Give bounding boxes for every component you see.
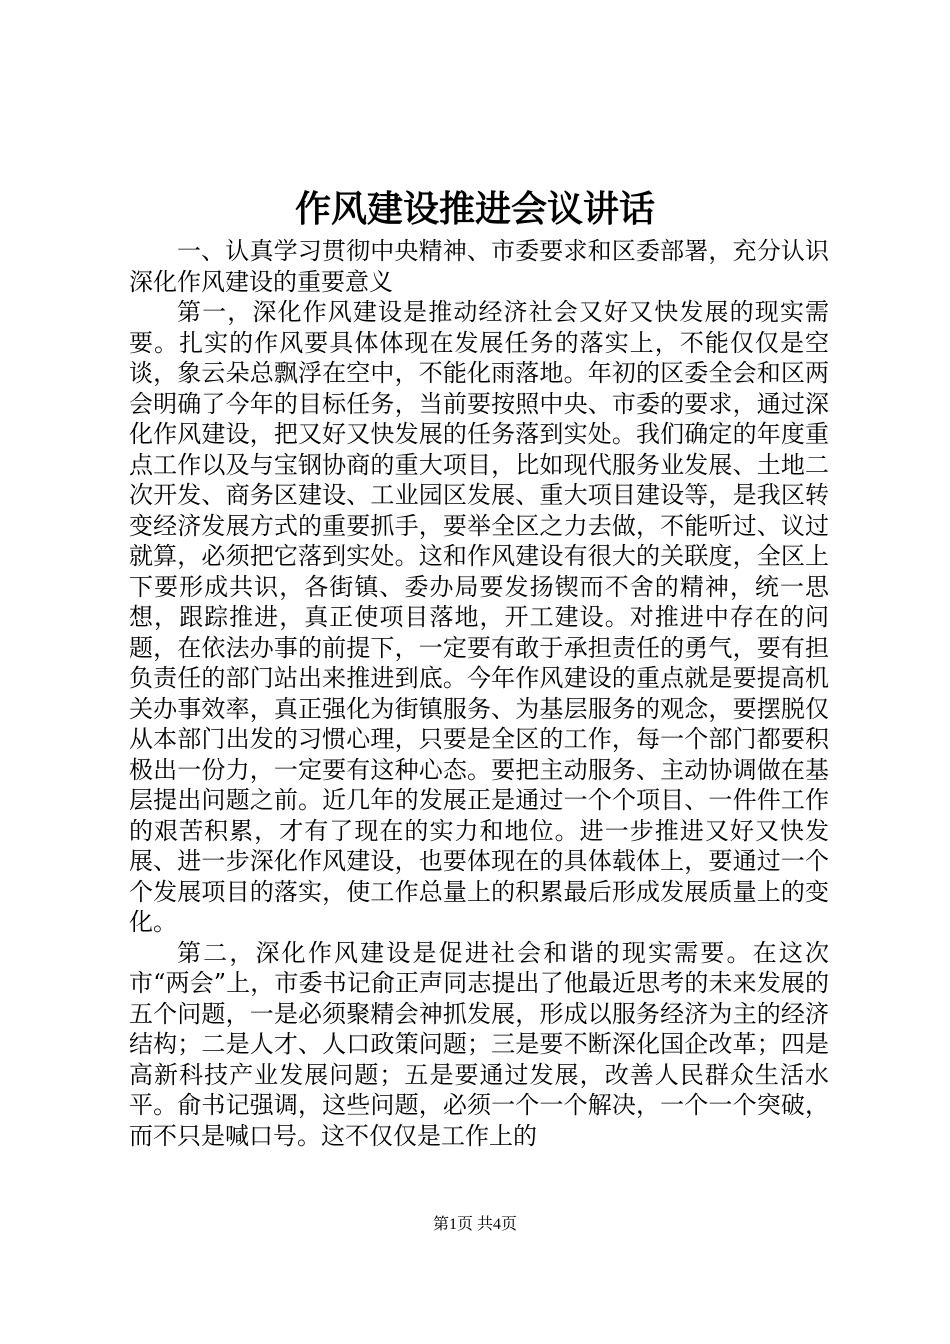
paragraph-section-heading: 一、认真学习贯彻中央精神、市委要求和区委部署，充分认识深化作风建设的重要意义	[129, 237, 829, 296]
document-body	[129, 236, 829, 1151]
paragraph-first-point: 第一，深化作风建设是推动经济社会又好又快发展的现实需要。扎实的作风要具体体现在发展任务的落实上，不能仅仅是空谈，象云朵总飘浮在空中，不能化雨落地。年初的区委全会和区两会明确了今年的目标任务，当前要按照中央、市委的要求，通过深化作风建设，把又好又快发展的任务落到实处。我们确定的年度重点工作以及与宝钢协商的重大项目，比如现代服务业发展、土地二次开发、商务区建设、工业园区发展、重大项目建设等，是我区转变经济发展方式的重要抓手，要举全区之力去做，不能听过、议过就算，必须把它落到实处。这和作风建设有很大的关联度，全区上下要形成共识，各街镇、委办局要发扬锲而不舍的精神，统一思想，跟踪推进，真正使项目落地，开工建设。对推进中存在的问题，在依法办事的前提下，一定要有敢于承担责任的勇气，要有担负责任的部门站出来推进到底。今年作风建设的重点就是要提高机关办事效率，真正强化为街镇服务、为基层服务的观念，要摆脱仅从本部门出发的习惯心理，只要是全区的工作，每一个部门都要积极出一份力，一定要有这种心态。要把主动服务、主动协调做在基层提出问题之前。近几年的发展正是通过一个个项目、一件件工作的艰苦积累，才有了现在的实力和地位。进一步推进又好又快发展、进一步深化作风建设，也要体现在的具体载体上，要通过一个个发展项目的落实，使工作总量上的积累最后形成发展质量上的变化。	[129, 298, 829, 936]
paragraph-second-point: 第二，深化作风建设是促进社会和谐的现实需要。在这次市“两会”上，市委书记俞正声同志提出了他最近思考的未来发展的五个问题，一是必须聚精会神抓发展，形成以服务经济为主的经济结构；二是人才、人口政策问题；三是要不断深化国企改革；四是高新科技产业发展问题；五是要通过发展，改善人民群众生活水平。俞书记强调，这些问题，必须一个一个解决，一个一个突破，而不只是喊口号。这不仅仅是工作上的	[129, 938, 829, 1150]
page-number-footer: 第1页 共4页	[432, 1216, 517, 1233]
document-title: 作风建设推进会议讲话	[294, 188, 655, 230]
